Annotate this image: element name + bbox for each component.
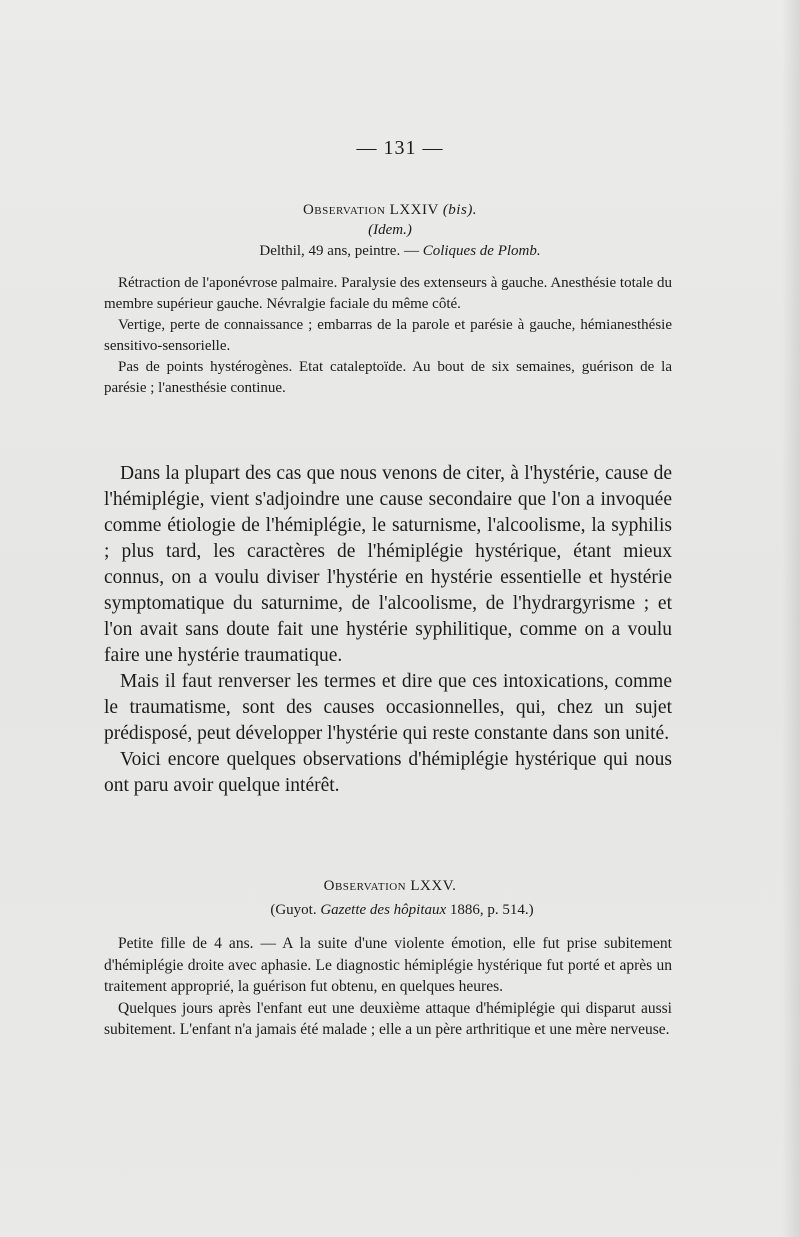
observation-paragraph: Rétraction de l'aponévrose palmaire. Paralysie des extenseurs à gauche. Anesthésie totale du membre supérieur gauche. Névralgie faciale du même côté. xyxy=(104,275,672,312)
observation-paragraph: Quelques jours après l'enfant eut une deuxième attaque d'hémiplégie qui disparut aussi subitement. L'enfant n'a jamais été malade ; elle a un père arthritique et une mère nerveuse. xyxy=(104,999,672,1038)
source-suffix: 1886, p. 514.) xyxy=(446,902,534,918)
observation-paragraph: Petite fille de 4 ans. — A la suite d'une violente émotion, elle fut prise subitement d'hémiplégie droite avec aphasie. Le diagnostic hémiplégie hystérique fut porté et après un traitement approprié, la guérison fut obtenu, en quelques heures. xyxy=(104,935,672,995)
observation-patient xyxy=(10,243,790,260)
observation-paragraph: Vertige, perte de connaissance ; embarras de la parole et parésie à gauche, hémianesthésie sensitivo-sensorielle. xyxy=(104,317,672,354)
observation-source: (Idem.) xyxy=(368,222,412,238)
patient-line: Delthil, 49 ans, peintre. — xyxy=(259,243,423,259)
source-prefix: (Guyot. xyxy=(270,902,321,918)
observation-2-body xyxy=(104,933,672,1041)
patient-diagnosis: Coliques de Plomb. xyxy=(422,243,541,259)
source-journal: Gazette des hôpitaux xyxy=(320,902,447,918)
binding-shadow xyxy=(782,0,800,1237)
observation-paragraph: Pas de points hystérogènes. Etat cataleptoïde. Au bout de six semaines, guérison de la parésie ; l'anesthésie continue. xyxy=(104,359,672,396)
observation-title xyxy=(0,202,780,219)
observation-title-main: Observation LXXIV xyxy=(302,202,439,218)
observation-source-2 xyxy=(12,902,792,919)
main-text xyxy=(104,461,672,799)
page-number: — 131 — xyxy=(356,137,444,159)
observation-title-2: Observation LXXV. xyxy=(323,878,457,894)
body-paragraph: Mais il faut renverser les termes et dire que ces intoxications, comme le traumatisme, sont des causes occasionnelles, qui, chez un sujet prédisposé, peut développer l'hystérie qui reste constante dans son unité. xyxy=(104,671,672,744)
body-paragraph: Dans la plupart des cas que nous venons de citer, à l'hystérie, cause de l'hémiplégie, vient s'adjoindre une cause secondaire que l'on a invoquée comme étiologie de l'hémiplégie, le saturnisme, l'alcoolisme, la syphilis ; plus tard, les caractères de l'hémiplégie hystérique, étant mieux connus, on a voulu diviser l'hystérie en hystérie essentielle et hystérie symptomatique du saturnime, de l'alcoolisme, de l'hydrargyrisme ; et l'on avait sans doute fait une hystérie syphilitique, comme on a voulu faire une hystérie traumatique. xyxy=(104,463,672,666)
observation-1-body xyxy=(104,273,672,399)
body-paragraph: Voici encore quelques observations d'hémiplégie hystérique qui nous ont paru avoir quelque intérêt. xyxy=(104,749,672,796)
observation-title-suffix: (bis). xyxy=(442,202,478,218)
